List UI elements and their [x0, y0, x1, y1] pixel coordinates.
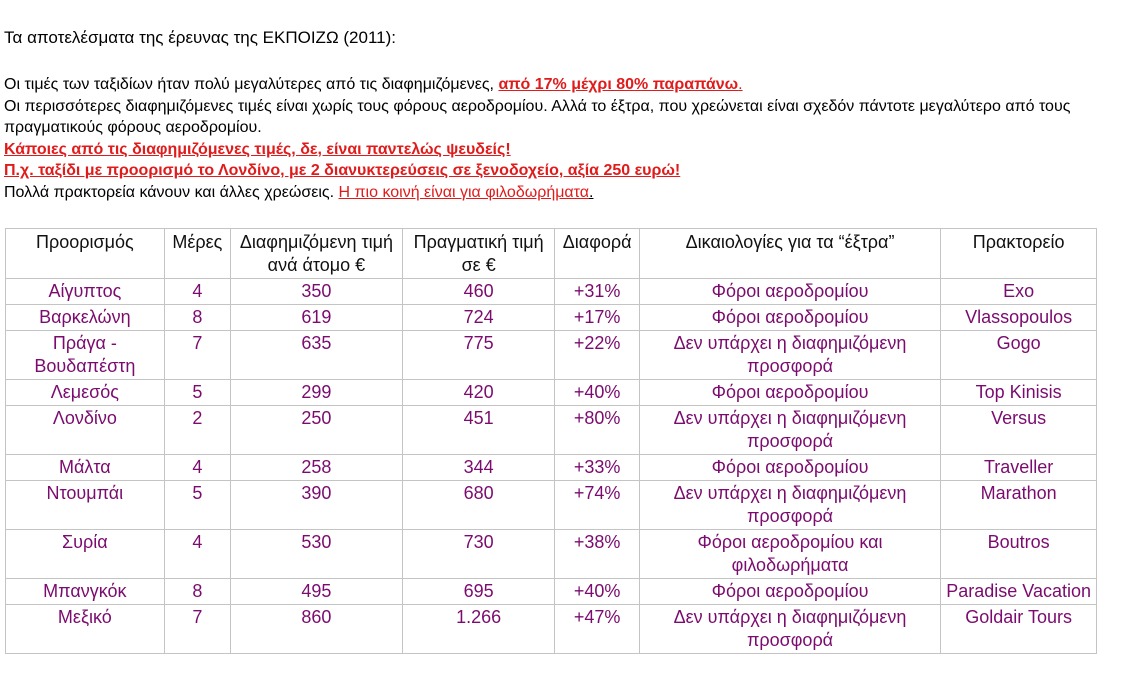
cell-advertised-price: 530 [231, 530, 403, 579]
cell-advertised-price: 860 [231, 605, 403, 654]
finding-line-4 [4, 160, 1129, 182]
finding-line-1-end: . [738, 76, 743, 93]
cell-justification: Φόροι αεροδρομίου [639, 279, 940, 305]
cell-destination: Μπανγκόκ [6, 579, 165, 605]
results-table [5, 228, 1097, 654]
cell-difference: +33% [555, 455, 639, 481]
finding-line-5-end: . [589, 183, 594, 201]
cell-actual-price: 724 [402, 305, 555, 331]
cell-days: 7 [164, 605, 230, 654]
cell-difference: +74% [555, 481, 639, 530]
cell-difference: +17% [555, 305, 639, 331]
table-row [6, 481, 1097, 530]
header-justifications: Δικαιολογίες για τα “έξτρα” [639, 229, 940, 279]
cell-days: 8 [164, 305, 230, 331]
cell-agency: Top Kinisis [941, 380, 1097, 406]
table-row [6, 579, 1097, 605]
table-row [6, 279, 1097, 305]
cell-actual-price: 680 [402, 481, 555, 530]
cell-actual-price: 775 [402, 331, 555, 380]
cell-advertised-price: 350 [231, 279, 403, 305]
cell-agency: Exo [941, 279, 1097, 305]
findings-text [4, 74, 1129, 203]
cell-actual-price: 451 [402, 406, 555, 455]
cell-difference: +31% [555, 279, 639, 305]
cell-days: 4 [164, 279, 230, 305]
intro-heading: Τα αποτελέσματα της έρευνας της ΕΚΠΟΙΖΩ (2011): [4, 28, 396, 47]
cell-actual-price: 695 [402, 579, 555, 605]
cell-difference: +40% [555, 380, 639, 406]
cell-agency: Vlassopoulos [941, 305, 1097, 331]
finding-line-1 [4, 74, 1129, 96]
header-days: Μέρες [164, 229, 230, 279]
cell-destination: Αίγυπτος [6, 279, 165, 305]
cell-destination: Λονδίνο [6, 406, 165, 455]
cell-destination: Μεξικό [6, 605, 165, 654]
cell-actual-price: 460 [402, 279, 555, 305]
table-row [6, 380, 1097, 406]
header-actual-price: Πραγματική τιμή σε € [402, 229, 555, 279]
cell-justification: Φόροι αεροδρομίου [639, 455, 940, 481]
cell-agency: Goldair Tours [941, 605, 1097, 654]
cell-agency: Paradise Vacation [941, 579, 1097, 605]
cell-advertised-price: 390 [231, 481, 403, 530]
cell-justification: Δεν υπάρχει η διαφημιζόμενη προσφορά [639, 481, 940, 530]
header-advertised-price: Διαφημιζόμενη τιμή ανά άτομο € [231, 229, 403, 279]
cell-destination: Ντουμπάι [6, 481, 165, 530]
finding-line-5 [4, 182, 1129, 204]
header-difference: Διαφορά [555, 229, 639, 279]
table-header-row [6, 229, 1097, 279]
finding-line-5-highlight: Η πιο κοινή είναι για φιλοδωρήματα [338, 183, 590, 201]
cell-justification: Φόροι αεροδρομίου [639, 579, 940, 605]
cell-days: 5 [164, 380, 230, 406]
table-row [6, 455, 1097, 481]
cell-justification: Δεν υπάρχει η διαφημιζόμενη προσφορά [639, 605, 940, 654]
cell-difference: +80% [555, 406, 639, 455]
cell-agency: Versus [941, 406, 1097, 455]
table-row [6, 530, 1097, 579]
cell-days: 4 [164, 455, 230, 481]
finding-line-3: Κάποιες από τις διαφημιζόμενες τιμές, δε, είναι παντελώς ψευδείς! [4, 140, 511, 158]
cell-advertised-price: 635 [231, 331, 403, 380]
cell-days: 5 [164, 481, 230, 530]
cell-justification: Φόροι αεροδρομίου και φιλοδωρήματα [639, 530, 940, 579]
cell-actual-price: 730 [402, 530, 555, 579]
cell-days: 2 [164, 406, 230, 455]
cell-justification: Φόροι αεροδρομίου [639, 305, 940, 331]
cell-days: 8 [164, 579, 230, 605]
cell-agency: Boutros [941, 530, 1097, 579]
finding-line-2: Οι περισσότερες διαφημιζόμενες τιμές είναι χωρίς τους φόρους αεροδρομίου. Αλλά το έξτρα, που χρεώνεται είναι σχεδόν πάντοτε μεγαλύτερο από τους πραγματικούς φόρους αεροδρομίου. [4, 97, 1071, 136]
table-row [6, 406, 1097, 455]
cell-agency: Traveller [941, 455, 1097, 481]
cell-destination: Πράγα - Βουδαπέστη [6, 331, 165, 380]
cell-advertised-price: 495 [231, 579, 403, 605]
cell-days: 7 [164, 331, 230, 380]
cell-actual-price: 420 [402, 380, 555, 406]
cell-difference: +47% [555, 605, 639, 654]
header-agency: Πρακτορείο [941, 229, 1097, 279]
finding-line-5-text: Πολλά πρακτορεία κάνουν και άλλες χρεώσεις. [4, 183, 339, 201]
cell-destination: Συρία [6, 530, 165, 579]
cell-difference: +38% [555, 530, 639, 579]
finding-line-4-text: Π.χ. ταξίδι με προορισμό το Λονδίνο, με 2 διανυκτερεύσεις σε ξενοδοχείο, αξία 250 ευρώ! [4, 162, 681, 179]
cell-advertised-price: 258 [231, 455, 403, 481]
cell-destination: Βαρκελώνη [6, 305, 165, 331]
table-row [6, 331, 1097, 380]
finding-line-1-highlight: από 17% μέχρι 80% παραπάνω [498, 76, 739, 93]
cell-destination: Μάλτα [6, 455, 165, 481]
cell-advertised-price: 619 [231, 305, 403, 331]
cell-agency: Marathon [941, 481, 1097, 530]
finding-line-1-text: Οι τιμές των ταξιδίων ήταν πολύ μεγαλύτερες από τις διαφημιζόμενες, [4, 76, 499, 93]
cell-destination: Λεμεσός [6, 380, 165, 406]
cell-justification: Δεν υπάρχει η διαφημιζόμενη προσφορά [639, 331, 940, 380]
cell-justification: Φόροι αεροδρομίου [639, 380, 940, 406]
cell-days: 4 [164, 530, 230, 579]
cell-advertised-price: 250 [231, 406, 403, 455]
cell-advertised-price: 299 [231, 380, 403, 406]
header-destination: Προορισμός [6, 229, 165, 279]
table-row [6, 605, 1097, 654]
cell-difference: +40% [555, 579, 639, 605]
cell-actual-price: 1.266 [402, 605, 555, 654]
table-row [6, 305, 1097, 331]
cell-agency: Gogo [941, 331, 1097, 380]
cell-difference: +22% [555, 331, 639, 380]
cell-actual-price: 344 [402, 455, 555, 481]
cell-justification: Δεν υπάρχει η διαφημιζόμενη προσφορά [639, 406, 940, 455]
